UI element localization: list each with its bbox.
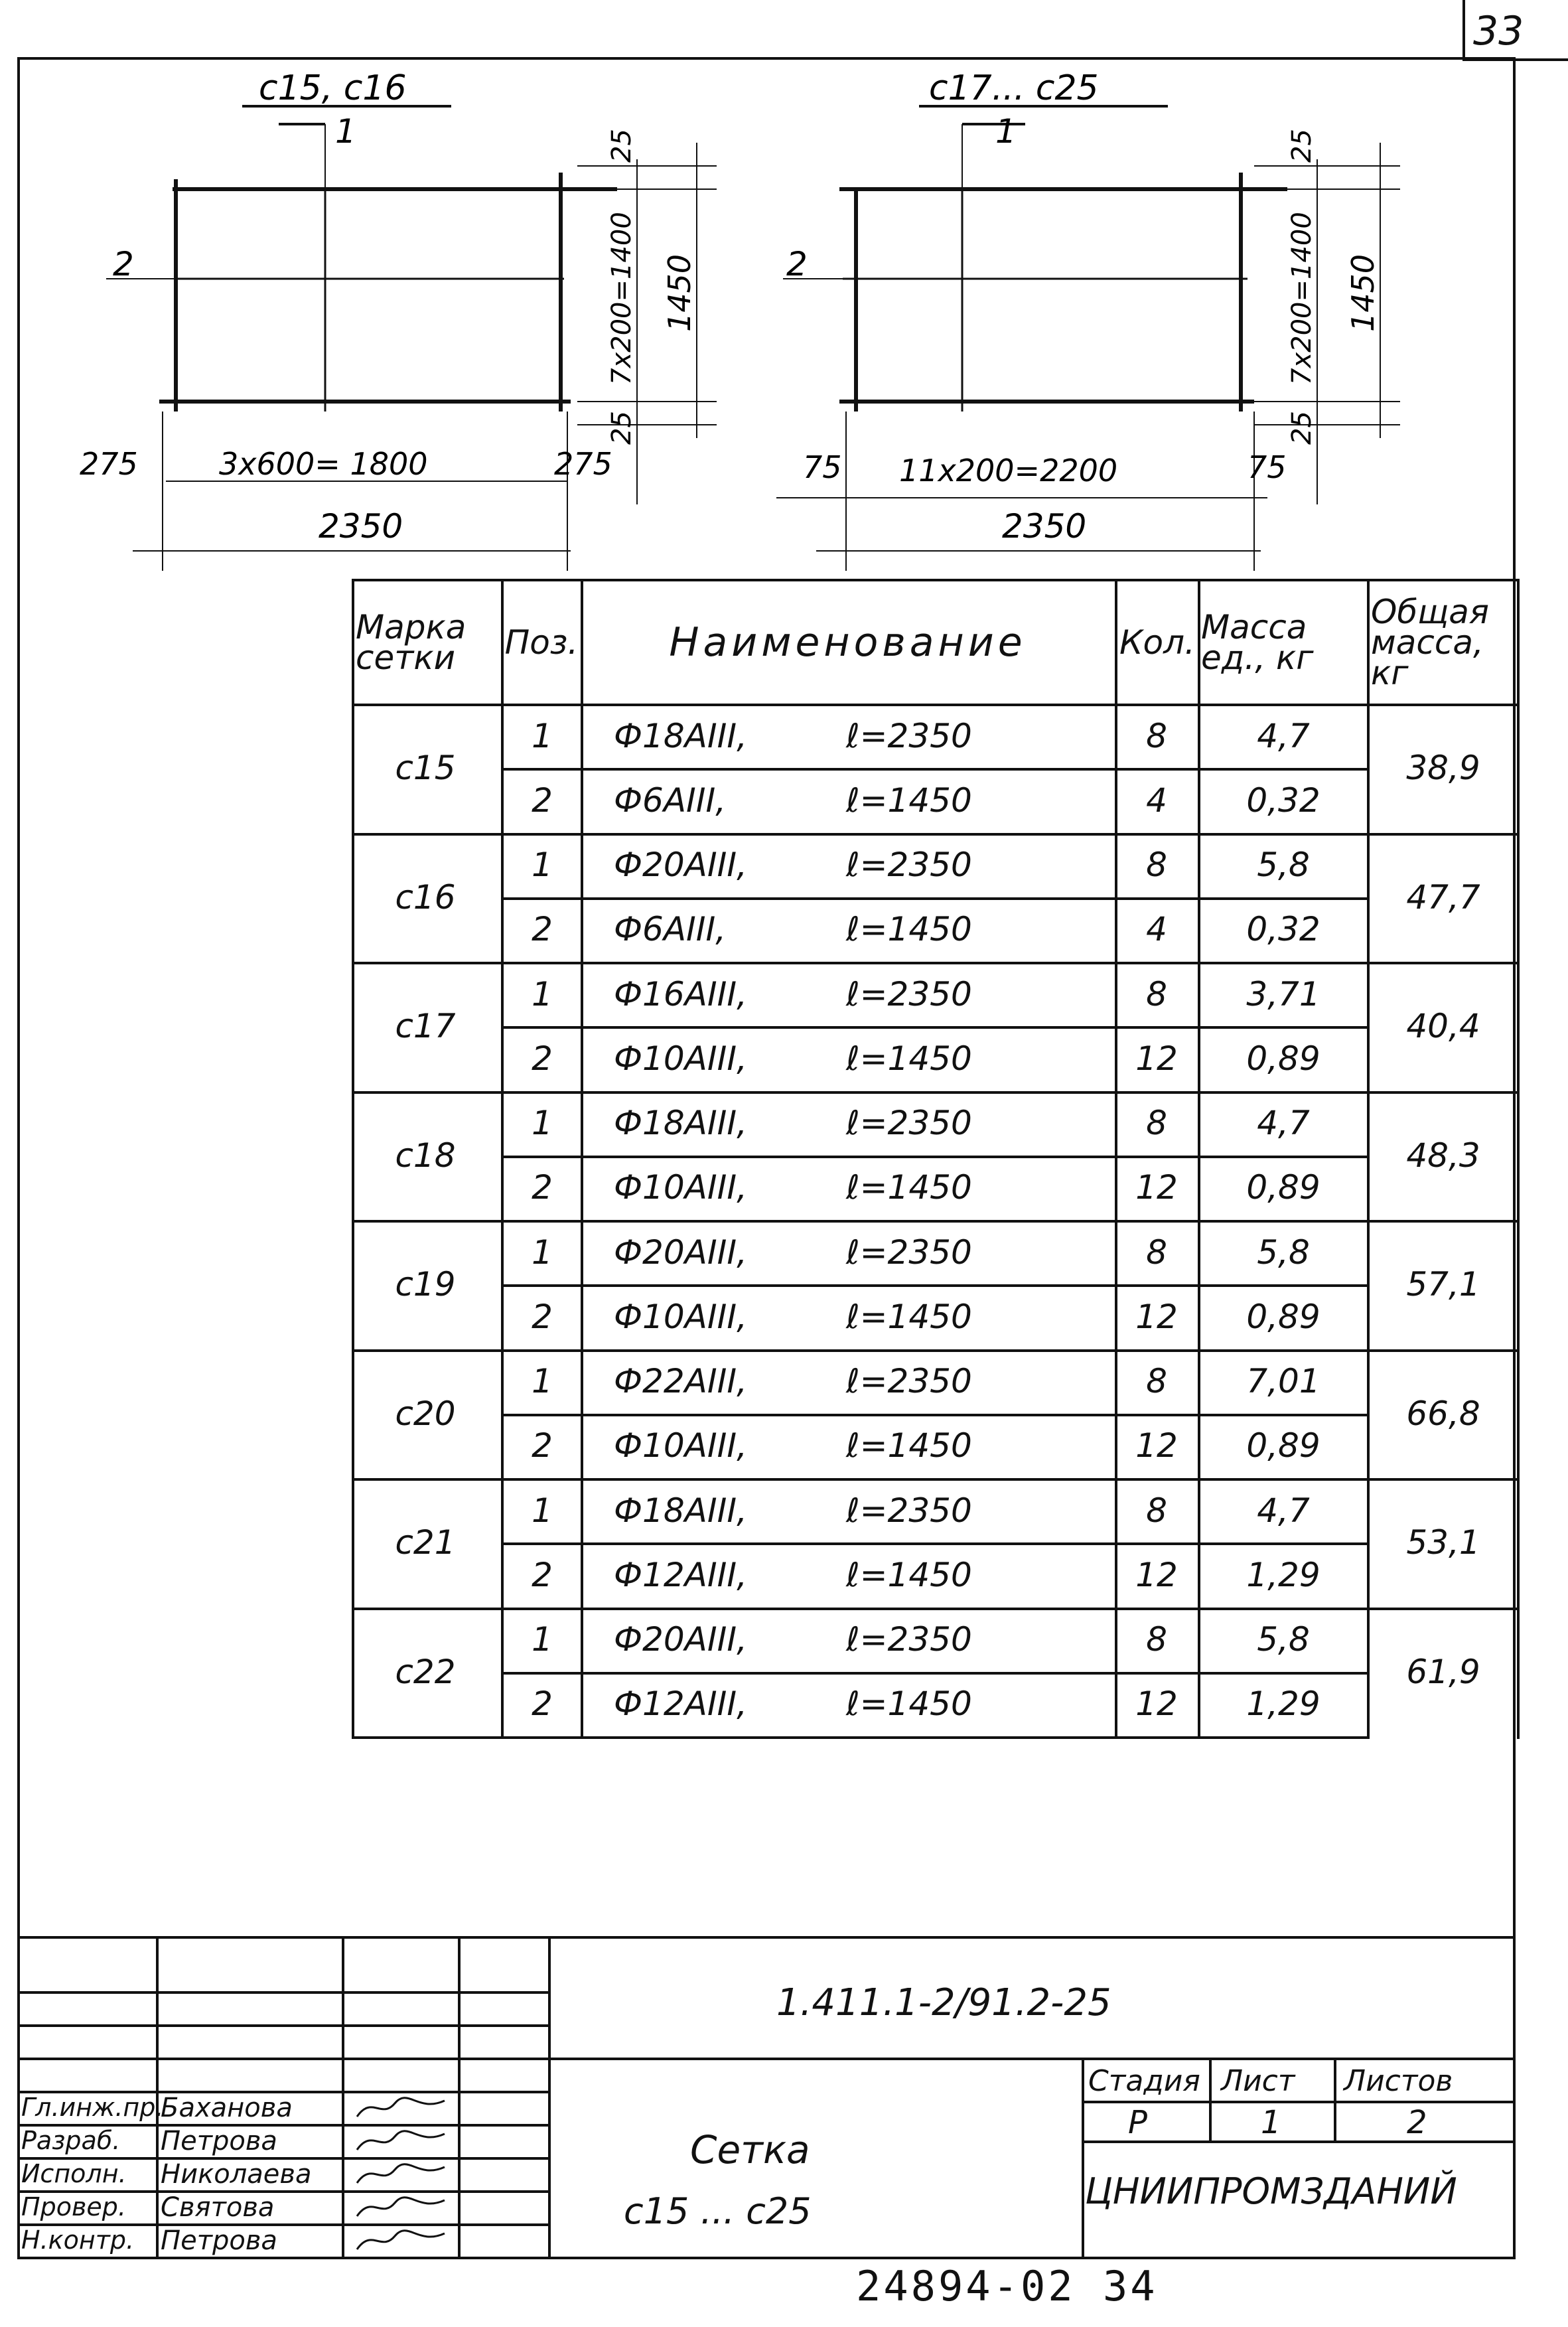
drawing2-dim-right: 75 <box>1247 449 1287 485</box>
drawing2-dim-left: 75 <box>803 449 842 485</box>
quantity-cell: 12 <box>1135 1685 1178 1724</box>
unit-mass-cell: 0,32 <box>1246 781 1320 820</box>
total-mass-cell: 47,7 <box>1406 877 1480 917</box>
bar-name-cell: Ф20АIII, <box>614 1233 748 1272</box>
title-line2: с15 ... с25 <box>624 2190 812 2232</box>
bar-name-cell: Ф16АIII, <box>614 974 748 1013</box>
bar-name-cell: Ф10АIII, <box>614 1426 748 1465</box>
bar-length-cell: ℓ=1450 <box>846 1685 972 1724</box>
header-mark: Марка сетки <box>356 608 466 677</box>
bar-length-cell: ℓ=2350 <box>846 1620 972 1659</box>
header-unit-mass: Масса ед., кг <box>1201 608 1314 677</box>
quantity-cell: 4 <box>1146 781 1167 820</box>
quantity-cell: 8 <box>1146 974 1167 1013</box>
drawing2-dim-span: 11х200=2200 <box>899 453 1118 488</box>
position-cell: 1 <box>532 1491 553 1530</box>
quantity-cell: 8 <box>1146 846 1167 885</box>
quantity-cell: 12 <box>1135 1555 1178 1594</box>
bar-name-cell: Ф10АIII, <box>614 1039 748 1078</box>
unit-mass-cell: 5,8 <box>1257 1233 1310 1272</box>
total-mass-cell: 38,9 <box>1406 749 1480 788</box>
drawing2-dim-height: 1450 <box>1345 254 1381 332</box>
drawing1-bar1-label: 1 <box>335 112 356 151</box>
position-cell: 2 <box>532 1685 553 1724</box>
spec-table <box>352 579 1520 1739</box>
position-cell: 2 <box>532 910 553 949</box>
mark-cell: с22 <box>395 1652 456 1691</box>
role-label: Н.контр. <box>21 2225 135 2255</box>
bar-length-cell: ℓ=1450 <box>846 1297 972 1336</box>
unit-mass-cell: 0,89 <box>1246 1426 1320 1465</box>
position-cell: 1 <box>532 846 553 885</box>
bar-length-cell: ℓ=2350 <box>846 1491 972 1530</box>
drawing2-dim-mid: 7х200=1400 <box>1287 212 1317 385</box>
position-cell: 2 <box>532 1297 553 1336</box>
position-cell: 2 <box>532 1426 553 1465</box>
bar-length-cell: ℓ=1450 <box>846 1039 972 1078</box>
drawing1-dim-height: 1450 <box>662 254 697 332</box>
bar-length-cell: ℓ=1450 <box>846 781 972 820</box>
drawing1-dim-top: 25 <box>606 129 637 163</box>
total-mass-cell: 66,8 <box>1406 1394 1480 1433</box>
header-name: Наименование <box>669 619 1027 666</box>
bar-name-cell: Ф20АIII, <box>614 846 748 885</box>
position-cell: 2 <box>532 781 553 820</box>
role-label: Провер. <box>21 2192 126 2221</box>
unit-mass-cell: 1,29 <box>1246 1685 1320 1724</box>
bar-name-cell: Ф18АIII, <box>614 1491 748 1530</box>
quantity-cell: 4 <box>1146 910 1167 949</box>
role-label: Разраб. <box>21 2126 121 2155</box>
drawing1-dim-total: 2350 <box>319 507 403 546</box>
bar-name-cell: Ф10АIII, <box>614 1297 748 1336</box>
drawing1-bar2-label: 2 <box>113 245 134 283</box>
mark-cell: с17 <box>395 1007 456 1046</box>
role-person-name: Петрова <box>161 2225 277 2256</box>
bar-name-cell: Ф22АIII, <box>614 1362 748 1401</box>
drawing1-dim-left: 275 <box>80 446 138 482</box>
quantity-cell: 8 <box>1146 1362 1167 1401</box>
quantity-cell: 8 <box>1146 1620 1167 1659</box>
total-mass-cell: 61,9 <box>1406 1652 1480 1691</box>
total-mass-cell: 53,1 <box>1406 1523 1480 1562</box>
drawing1-title: с15, с16 <box>259 68 407 108</box>
sheet-number: 33 <box>1473 8 1524 54</box>
bar-length-cell: ℓ=2350 <box>846 1104 972 1143</box>
mark-cell: с15 <box>395 749 456 788</box>
bar-length-cell: ℓ=2350 <box>846 846 972 885</box>
header-total-mass: Общая масса, кг <box>1371 593 1490 692</box>
drawing2-dim-total: 2350 <box>1002 507 1087 546</box>
mark-cell: с20 <box>395 1394 456 1433</box>
bar-name-cell: Ф18АIII, <box>614 716 748 755</box>
drawing2-bar2-label: 2 <box>786 245 808 283</box>
mark-cell: с16 <box>395 877 456 917</box>
position-cell: 1 <box>532 974 553 1013</box>
sheets-label: Листов <box>1344 2064 1453 2098</box>
bar-length-cell: ℓ=2350 <box>846 1233 972 1272</box>
mesh-drawings <box>0 0 1568 597</box>
sheet-label: Лист <box>1221 2064 1295 2098</box>
bar-name-cell: Ф12АIII, <box>614 1685 748 1724</box>
bar-name-cell: Ф6АIII, <box>614 781 727 820</box>
unit-mass-cell: 4,7 <box>1257 716 1310 755</box>
quantity-cell: 12 <box>1135 1039 1178 1078</box>
header-position: Поз. <box>504 623 579 662</box>
mark-cell: с21 <box>395 1523 456 1562</box>
unit-mass-cell: 1,29 <box>1246 1555 1320 1594</box>
quantity-cell: 12 <box>1135 1168 1178 1207</box>
table-border-bottom <box>352 1736 1367 1739</box>
quantity-cell: 12 <box>1135 1426 1178 1465</box>
unit-mass-cell: 0,32 <box>1246 910 1320 949</box>
role-person-name: Святова <box>161 2192 275 2223</box>
title-line1: Сетка <box>690 2127 810 2172</box>
bar-length-cell: ℓ=1450 <box>846 1168 972 1207</box>
drawing2-dim-top: 25 <box>1287 129 1317 163</box>
total-mass-cell: 57,1 <box>1406 1265 1480 1304</box>
position-cell: 2 <box>532 1039 553 1078</box>
role-label: Гл.инж.пр. <box>21 2093 164 2122</box>
quantity-cell: 8 <box>1146 1104 1167 1143</box>
quantity-cell: 8 <box>1146 1233 1167 1272</box>
total-mass-cell: 48,3 <box>1406 1136 1480 1175</box>
position-cell: 1 <box>532 1104 553 1143</box>
bar-length-cell: ℓ=1450 <box>846 910 972 949</box>
role-person-name: Баханова <box>161 2093 293 2123</box>
position-cell: 1 <box>532 1362 553 1401</box>
position-cell: 1 <box>532 1620 553 1659</box>
bar-length-cell: ℓ=2350 <box>846 1362 972 1401</box>
drawing1-dim-span: 3х600= 1800 <box>219 446 428 482</box>
stage-label: Стадия <box>1088 2064 1200 2098</box>
signature-scribble <box>352 2126 451 2155</box>
stage-value: Р <box>1128 2104 1147 2141</box>
drawing2-bar1-label: 1 <box>995 112 1017 151</box>
mark-cell: с18 <box>395 1136 456 1175</box>
drawing2-dim-bottom: 25 <box>1287 411 1317 445</box>
signature-scribble <box>352 2225 451 2255</box>
header-quantity: Кол. <box>1119 623 1195 662</box>
drawing1-dim-right: 275 <box>554 446 612 482</box>
role-person-name: Николаева <box>161 2159 312 2190</box>
unit-mass-cell: 7,01 <box>1246 1362 1320 1401</box>
bar-name-cell: Ф18АIII, <box>614 1104 748 1143</box>
bar-length-cell: ℓ=1450 <box>846 1555 972 1594</box>
unit-mass-cell: 3,71 <box>1246 974 1320 1013</box>
unit-mass-cell: 0,89 <box>1246 1168 1320 1207</box>
quantity-cell: 8 <box>1146 1491 1167 1530</box>
role-label: Исполн. <box>21 2159 127 2188</box>
unit-mass-cell: 4,7 <box>1257 1491 1310 1530</box>
position-cell: 2 <box>532 1168 553 1207</box>
table-border-top <box>352 579 1520 581</box>
bar-name-cell: Ф6АIII, <box>614 910 727 949</box>
document-code: 1.411.1-2/91.2-25 <box>776 1981 1111 2024</box>
drawing2-title: с17... с25 <box>929 68 1099 108</box>
organization: ЦНИИПРОМЗДАНИЙ <box>1085 2170 1457 2212</box>
quantity-cell: 8 <box>1146 716 1167 755</box>
signature-scribble <box>352 2159 451 2188</box>
signature-scribble <box>352 2093 451 2122</box>
position-cell: 2 <box>532 1555 553 1594</box>
bar-name-cell: Ф10АIII, <box>614 1168 748 1207</box>
bar-length-cell: ℓ=2350 <box>846 716 972 755</box>
mark-cell: с19 <box>395 1265 456 1304</box>
quantity-cell: 12 <box>1135 1297 1178 1336</box>
bar-length-cell: ℓ=1450 <box>846 1426 972 1465</box>
total-mass-cell: 40,4 <box>1406 1007 1480 1046</box>
archive-number: 24894-02 34 <box>856 2262 1158 2310</box>
bar-name-cell: Ф20АIII, <box>614 1620 748 1659</box>
unit-mass-cell: 5,8 <box>1257 846 1310 885</box>
unit-mass-cell: 0,89 <box>1246 1039 1320 1078</box>
role-person-name: Петрова <box>161 2126 277 2156</box>
unit-mass-cell: 5,8 <box>1257 1620 1310 1659</box>
sheets-value: 2 <box>1407 2104 1427 2141</box>
drawing1-dim-mid: 7х200=1400 <box>606 212 637 385</box>
unit-mass-cell: 0,89 <box>1246 1297 1320 1336</box>
position-cell: 1 <box>532 1233 553 1272</box>
sheet-value: 1 <box>1261 2104 1281 2141</box>
position-cell: 1 <box>532 716 553 755</box>
drawing1-dim-bottom: 25 <box>606 411 637 445</box>
unit-mass-cell: 4,7 <box>1257 1104 1310 1143</box>
signature-scribble <box>352 2192 451 2221</box>
bar-length-cell: ℓ=2350 <box>846 974 972 1013</box>
bar-name-cell: Ф12АIII, <box>614 1555 748 1594</box>
